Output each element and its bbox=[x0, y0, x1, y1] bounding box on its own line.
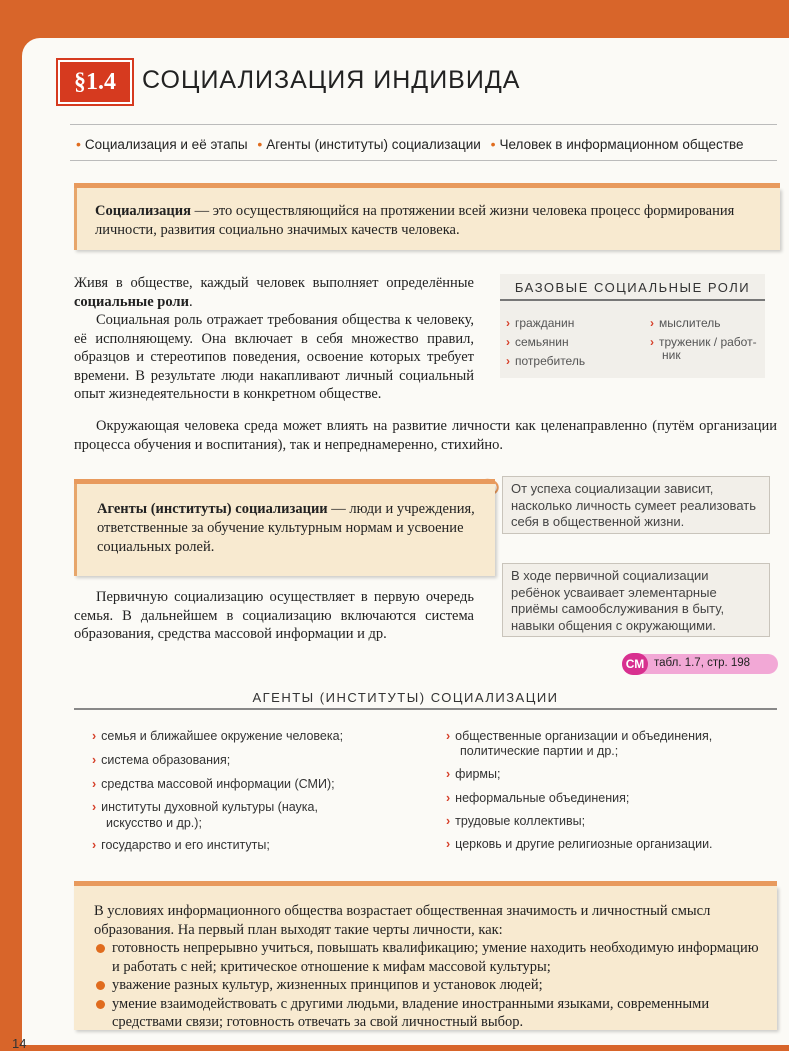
topic-3: Человек в информационном обществе bbox=[499, 137, 744, 152]
role-item: › семьянин bbox=[506, 335, 569, 349]
definition-socialization bbox=[74, 188, 780, 250]
agent-item: › средства массовой информации (СМИ); bbox=[92, 777, 335, 791]
page-number: 14 bbox=[12, 1036, 27, 1051]
agents-rule bbox=[74, 708, 777, 710]
para1-text: Живя в обществе, каждый человек выполняет определённые bbox=[74, 275, 474, 291]
paragraph-environment: Окружающая человека среда может влиять на развитие личности как целенаправленно (путём организации процесса обучения и воспитания), так и непреднамеренно, стихийно. bbox=[74, 418, 777, 453]
role-item: › мыслитель bbox=[650, 316, 721, 330]
basic-roles-rule bbox=[500, 299, 765, 301]
information-society-box bbox=[74, 886, 777, 1030]
bullet-dot: • bbox=[490, 136, 496, 152]
topic-1: Социализация и её этапы bbox=[84, 137, 248, 152]
paragraph-primary-socialization: Первичную социализацию осуществляет в первую очередь семья. В дальнейшем в социализацию включаются система образования, средства массовой информации и др. bbox=[74, 589, 474, 642]
term-socialization: Социализация bbox=[95, 203, 191, 219]
definition-socialization-text: — это осуществляющийся на протяжении всей жизни человека процесс формирования личности, развития социально значимых качеств человека. bbox=[95, 203, 735, 238]
term-social-roles: социальные роли bbox=[74, 293, 189, 310]
topics-rule bbox=[70, 160, 777, 161]
page-title: СОЦИАЛИЗАЦИЯ ИНДИВИДА bbox=[142, 66, 521, 94]
para1-end: . bbox=[188, 293, 193, 310]
agent-item: › церковь и другие религиозные организации. bbox=[446, 837, 713, 851]
sm-reference-tag bbox=[622, 654, 778, 674]
textbook-page bbox=[12, 38, 789, 1051]
agent-item: › неформальные объединения; bbox=[446, 791, 630, 805]
role-item: › потребитель bbox=[506, 354, 586, 368]
info-bullet: готовность непрерывно учиться, повышать квалификацию; умение находить необходимую информацию и работать с ней; критическое отношение к мифам массовой культуры; bbox=[94, 939, 763, 976]
basic-roles-title: БАЗОВЫЕ СОЦИАЛЬНЫЕ РОЛИ bbox=[514, 280, 751, 295]
paragraph-roles-intro bbox=[74, 274, 474, 311]
info-intro: В условиях информационного общества возрастает общественная значимость и личностный смысл образования. На первый план выходят такие черты личности, как: bbox=[94, 903, 711, 938]
title-rule bbox=[70, 124, 777, 125]
role-item-continuation: ник bbox=[662, 348, 681, 362]
sm-badge: СМ bbox=[622, 653, 648, 675]
topics-list bbox=[70, 136, 744, 152]
role-item: › гражданин bbox=[506, 316, 575, 330]
agent-item: › институты духовной культуры (наука, bbox=[92, 800, 318, 814]
paragraph-social-role: Социальная роль отражает требования общества к человеку, её исполняющему. Она включает в себя множество правил, образцов и стереотипов поведения, освоение которых требует времени. В результате люди накапливают личный социальный опыт жизнедеятельности в конкретном обществе. bbox=[74, 312, 474, 402]
definition-agents bbox=[74, 484, 495, 576]
agent-item: › общественные организации и объединения, bbox=[446, 729, 713, 743]
agent-item: › государство и его институты; bbox=[92, 838, 270, 852]
agent-item: › фирмы; bbox=[446, 767, 501, 781]
box-top-bar bbox=[74, 881, 777, 886]
agent-item: › трудовые коллективы; bbox=[446, 814, 586, 828]
bullet-dot: • bbox=[257, 136, 263, 152]
agents-title: АГЕНТЫ (ИНСТИТУТЫ) СОЦИАЛИЗАЦИИ bbox=[252, 690, 559, 705]
section-badge: §1.4 bbox=[58, 60, 132, 104]
note-primary-socialization: В ходе первичной социализации ребёнок усваивает элементарные приёмы самообслуживания в быту, навыки общения с окружающими. bbox=[502, 563, 770, 637]
info-bullet: умение взаимодействовать с другими людьми, владение иностранными языками, современными средствами связи; готовность отвечать за свой личностный выбор. bbox=[94, 995, 763, 1032]
info-bullet: уважение разных культур, жизненных принципов и установок людей; bbox=[94, 976, 763, 995]
box-top-bar bbox=[74, 479, 495, 484]
note-socialization-success: От успеха социализации зависит, насколько личность сумеет реализовать себя в общественной жизни. bbox=[502, 476, 770, 534]
term-agents: Агенты (институты) социализации bbox=[97, 501, 328, 517]
agent-item: › семья и ближайшее окружение человека; bbox=[92, 729, 344, 743]
sm-reference: табл. 1.7, стр. 198 bbox=[654, 657, 751, 669]
definition-agents-text: — люди и учреждения, ответственные за обучение культурным нормам и усвоение социальных ролей. bbox=[97, 501, 475, 555]
role-item: › труженик / работ- bbox=[650, 335, 757, 349]
basic-roles-box bbox=[500, 274, 765, 378]
agent-item-continuation: политические партии и др.; bbox=[460, 744, 619, 758]
box-top-bar bbox=[74, 183, 780, 188]
agent-item-continuation: искусство и др.); bbox=[106, 816, 202, 830]
topic-2: Агенты (институты) социализации bbox=[266, 137, 481, 152]
agent-item: › система образования; bbox=[92, 753, 231, 767]
bullet-dot: • bbox=[76, 136, 81, 152]
